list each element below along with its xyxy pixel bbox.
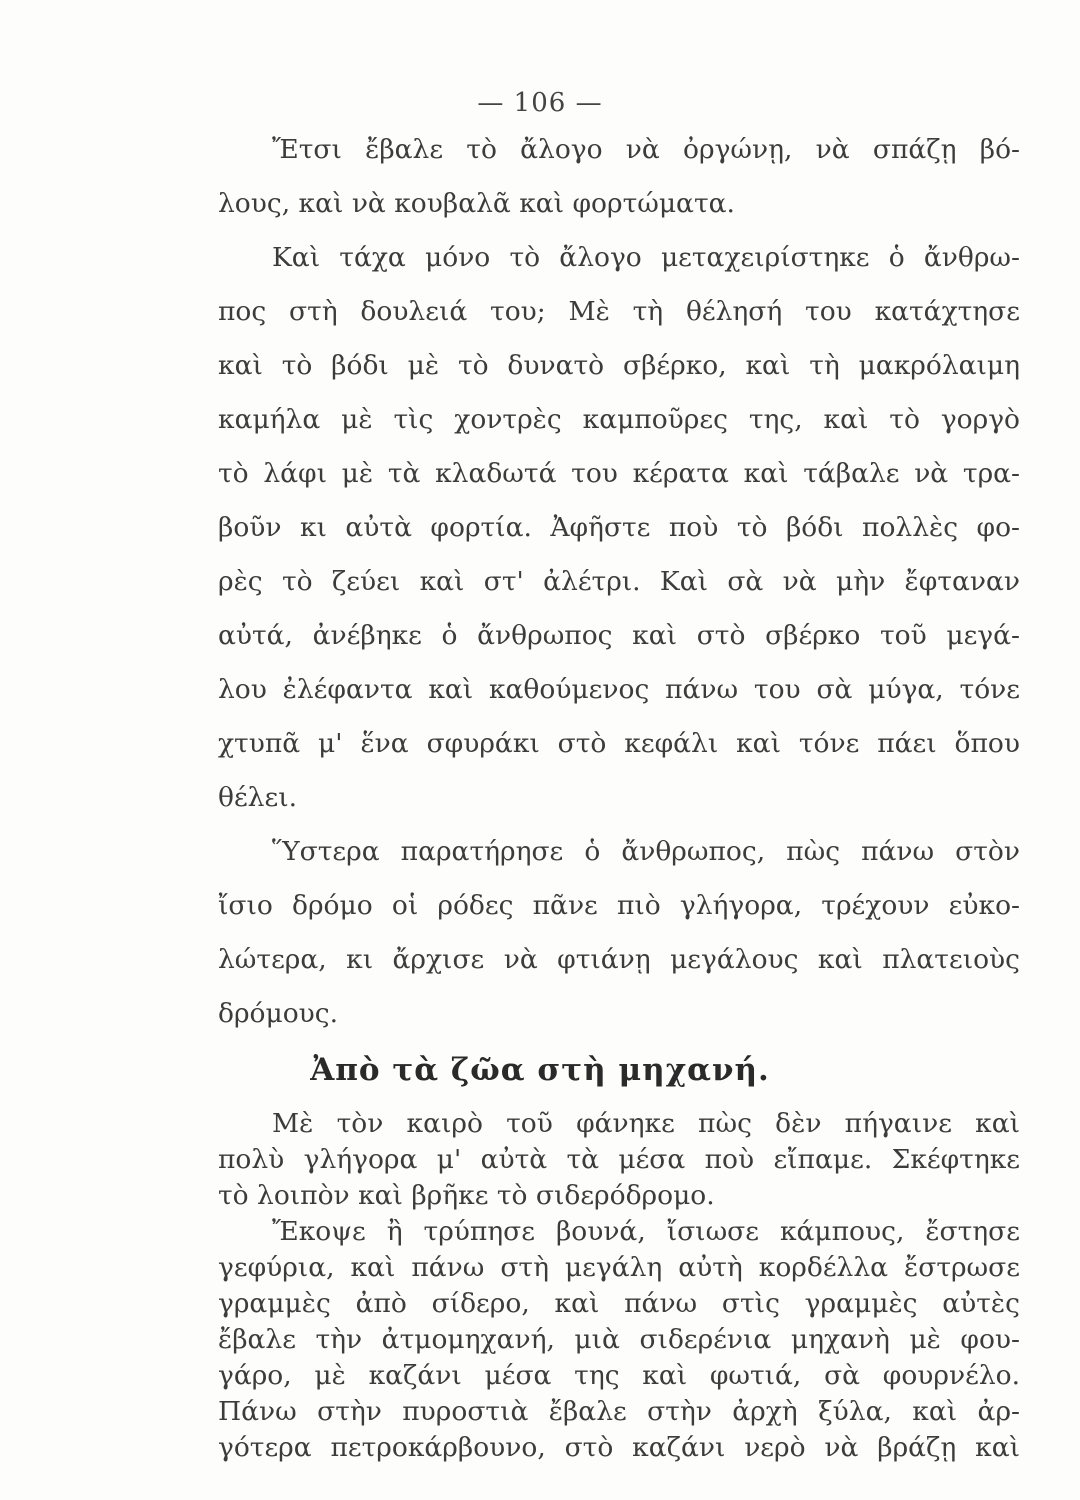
text-line: Ἔτσι ἔβαλε τὸ ἄλογο νὰ ὀργώνῃ, νὰ σπάζῃ βό-	[272, 134, 1020, 165]
text-line: θέλει.	[218, 782, 298, 813]
text-line: Πάνω στὴν πυροστιὰ ἔβαλε στὴν ἀρχὴ ξύλα, καὶ ἀρ-	[218, 1396, 1020, 1427]
text-line: πος στὴ δουλειά του; Μὲ τὴ θέλησή του κατάχτησε	[218, 296, 1020, 327]
text-line: τὸ λάφι μὲ τὰ κλαδωτά του κέρατα καὶ τάβαλε νὰ τρα-	[218, 458, 1020, 489]
text-line: Καὶ τάχα μόνο τὸ ἄλογο μεταχειρίστηκε ὁ ἄνθρω-	[272, 242, 1020, 273]
text-line: καμήλα μὲ τὶς χοντρὲς καμποῦρες της, καὶ τὸ γοργὸ	[218, 404, 1020, 435]
text-line: Μὲ τὸν καιρὸ τοῦ φάνηκε πὼς δὲν πήγαινε καὶ	[272, 1108, 1020, 1139]
text-line: καὶ τὸ βόδι μὲ τὸ δυνατὸ σβέρκο, καὶ τὴ μακρόλαιμη	[218, 350, 1020, 381]
text-line: λους, καὶ νὰ κουβαλᾶ καὶ φορτώματα.	[218, 188, 735, 219]
text-line: χτυπᾶ μ' ἕνα σφυράκι στὸ κεφάλι καὶ τόνε πάει ὅπου	[218, 728, 1020, 759]
text-line: γότερα πετροκάρβουνο, στὸ καζάνι νερὸ νὰ βράζῃ καὶ	[218, 1432, 1020, 1463]
section-heading: Ἀπὸ τὰ ζῶα στὴ μηχανή.	[310, 1052, 770, 1088]
text-line: λώτερα, κι ἄρχισε νὰ φτιάνῃ μεγάλους καὶ πλατειοὺς	[218, 944, 1020, 975]
text-line: γεφύρια, καὶ πάνω στὴ μεγάλη αὐτὴ κορδέλλα ἔστρωσε	[218, 1252, 1020, 1283]
text-line: ρὲς τὸ ζεύει καὶ στ' ἀλέτρι. Καὶ σὰ νὰ μὴν ἔφταναν	[218, 566, 1020, 597]
text-line: ἔβαλε τὴν ἀτμομηχανή, μιὰ σιδερένια μηχανὴ μὲ φου-	[218, 1324, 1020, 1355]
text-line: τὸ λοιπὸν καὶ βρῆκε τὸ σιδερόδρομο.	[218, 1180, 715, 1211]
text-line: λου ἐλέφαντα καὶ καθούμενος πάνω του σὰ μύγα, τόνε	[218, 674, 1020, 705]
text-line: δρόμους.	[218, 998, 339, 1029]
text-line: Ἔκοψε ἢ τρύπησε βουνά, ἴσιωσε κάμπους, ἔστησε	[272, 1216, 1020, 1247]
text-line: ἴσιο δρόμο οἱ ρόδες πᾶνε πιὸ γλήγορα, τρέχουν εὐκο-	[218, 890, 1020, 921]
text-line: γάρο, μὲ καζάνι μέσα της καὶ φωτιά, σὰ φουρνέλο.	[218, 1360, 1020, 1391]
text-line: αὐτά, ἀνέβηκε ὁ ἄνθρωπος καὶ στὸ σβέρκο τοῦ μεγά-	[218, 620, 1020, 651]
text-line: γραμμὲς ἀπὸ σίδερο, καὶ πάνω στὶς γραμμὲς αὐτὲς	[218, 1288, 1020, 1319]
page-number: — 106 —	[477, 88, 603, 118]
text-line: Ὕστερα παρατήρησε ὁ ἄνθρωπος, πὼς πάνω στὸν	[272, 836, 1020, 867]
text-line: πολὺ γλήγορα μ' αὐτὰ τὰ μέσα ποὺ εἴπαμε. Σκέφτηκε	[218, 1144, 1020, 1175]
text-line: βοῦν κι αὐτὰ φορτία. Ἀφῆστε ποὺ τὸ βόδι πολλὲς φο-	[218, 512, 1020, 543]
